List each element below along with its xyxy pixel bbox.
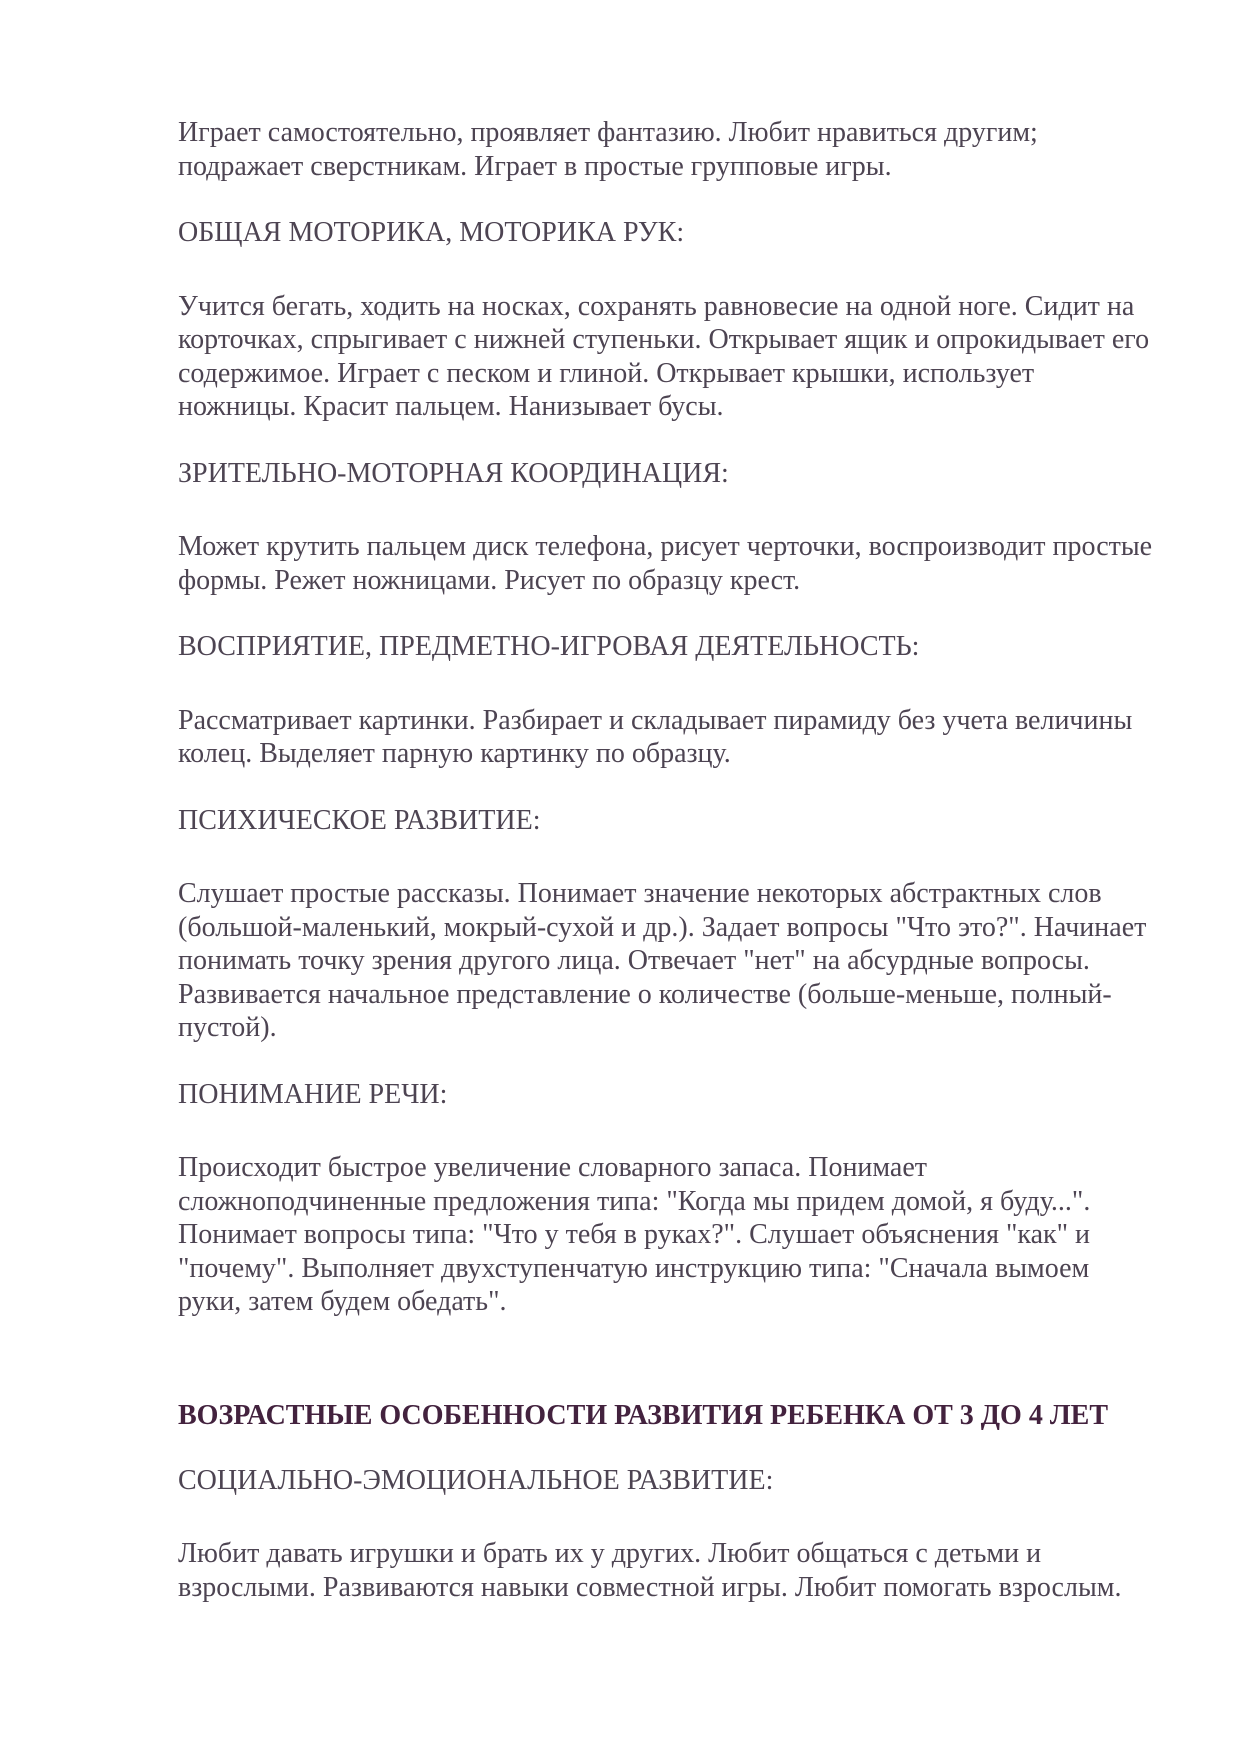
paragraph-play: Играет самостоятельно, проявляет фантазию. Любит нравиться другим; подражает сверстникам. Играет в простые групповые игры. (178, 117, 1038, 182)
heading-perception: ВОСПРИЯТИЕ, ПРЕДМЕТНО-ИГРОВАЯ ДЕЯТЕЛЬНОСТЬ: (178, 631, 920, 662)
paragraph-motor-skills: Учится бегать, ходить на носках, сохранять равновесие на одной ноге. Сидит на корточках, спрыгивает с нижней ступеньки. Открывает ящик и опрокидывает его содержимое. Играет с песком и глиной. Открывает крышки, использует ножницы. Красит пальцем. Нанизывает бусы. (178, 290, 1150, 422)
paragraph-visual-motor: Может крутить пальцем диск телефона, рисует черточки, воспроизводит простые формы. Режет ножницами. Рисует по образцу крест. (178, 531, 1153, 596)
section-title-age-3-4: ВОЗРАСТНЫЕ ОСОБЕННОСТИ РАЗВИТИЯ РЕБЕНКА ОТ 3 ДО 4 ЛЕТ (178, 1399, 1109, 1431)
heading-visual-motor: ЗРИТЕЛЬНО-МОТОРНАЯ КООРДИНАЦИЯ: (178, 457, 729, 489)
heading-social-emotional: СОЦИАЛЬНО-ЭМОЦИОНАЛЬНОЕ РАЗВИТИЕ: (178, 1464, 774, 1496)
heading-mental-development: ПСИХИЧЕСКОЕ РАЗВИТИЕ: (178, 804, 541, 836)
paragraph-mental-development: Слушает простые рассказы. Понимает значение некоторых абстрактных слов (большой-маленький, мокрый-сухой и др.). Задает вопросы "Что это?". Начинает понимать точку зрения другого лица. Отвечает "нет" на абсурдные вопросы. Развивается начальное представление о количестве (больше-меньше, полный-пустой). (178, 878, 1147, 1043)
heading-motor-skills: ОБЩАЯ МОТОРИКА, МОТОРИКА РУК: (178, 217, 685, 248)
paragraph-perception: Рассматривает картинки. Разбирает и складывает пирамиду без учета величины колец. Выделяет парную картинку по образцу. (178, 704, 1133, 769)
heading-speech-understanding: ПОНИМАНИЕ РЕЧИ: (178, 1078, 448, 1110)
paragraph-speech-understanding: Происходит быстрое увеличение словарного запаса. Понимает сложноподчиненные предложения типа: "Когда мы придем домой, я буду...". Понимает вопросы типа: "Что у тебя в руках?". Слушает объяснения "как" и "почему". Выполняет двухступенчатую инструкцию типа: "Сначала вымоем руки, затем будем обедать". (178, 1152, 1091, 1317)
document-page (178, 116, 1158, 1637)
paragraph-social-emotional: Любит давать игрушки и брать их у других. Любит общаться с детьми и взрослыми. Развиваются навыки совместной игры. Любит помогать взрослым. (178, 1538, 1122, 1603)
